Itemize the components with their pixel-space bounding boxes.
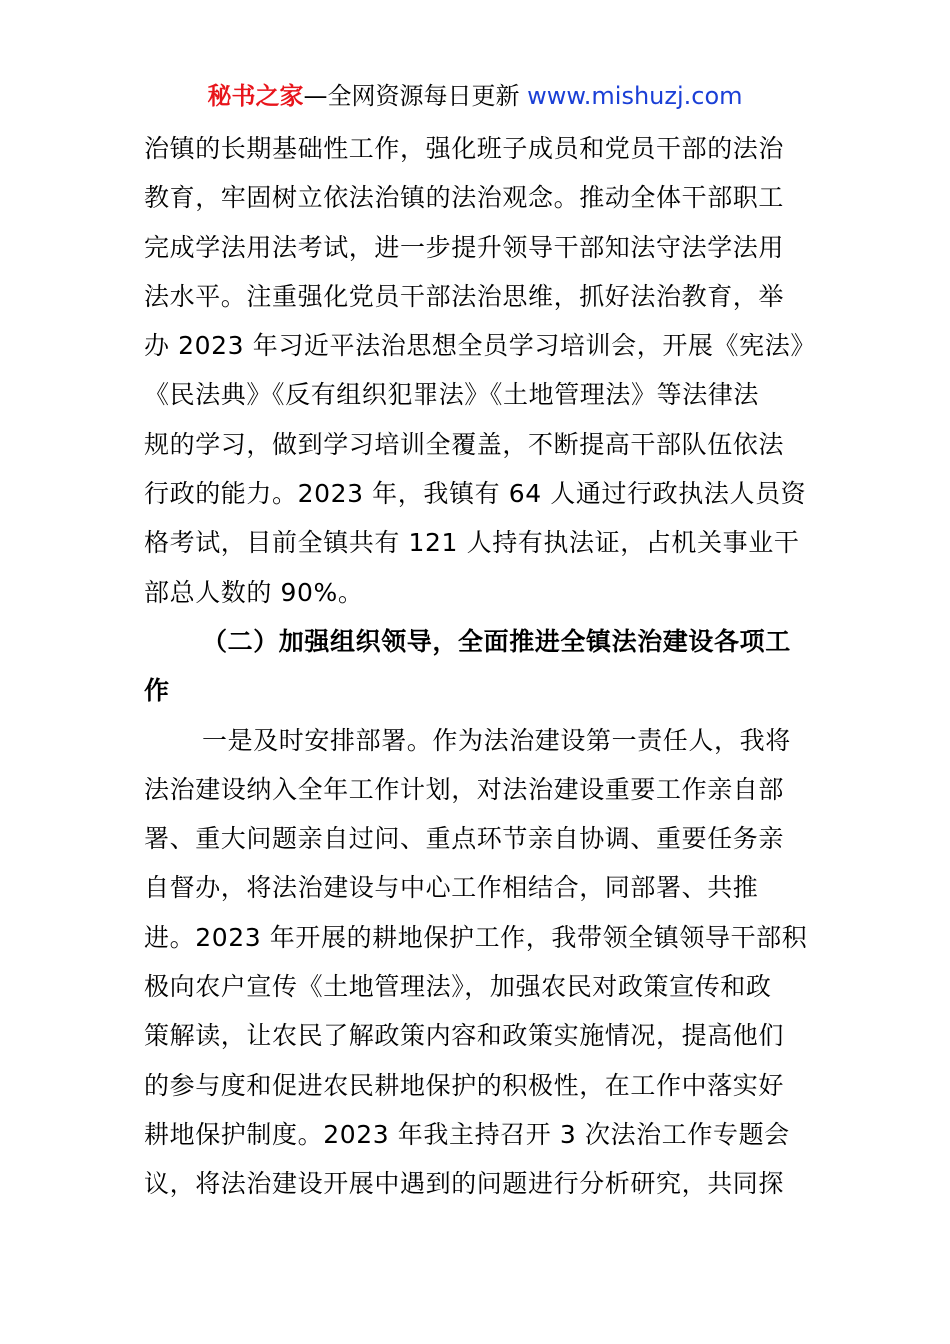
text-line: 规的学习，做到学习培训全覆盖，不断提高干部队伍依法: [144, 429, 785, 459]
site-brand: 秘书之家: [207, 82, 304, 110]
text-line: 治镇的长期基础性工作，强化班子成员和党员干部的法治: [144, 134, 785, 163]
text-line: 部总人数的 90%。: [144, 577, 364, 607]
site-watermark-header: [0, 80, 950, 112]
text-line: 策解读，让农民了解政策内容和政策实施情况，提高他们: [144, 1021, 785, 1051]
section-heading: （二）加强组织领导，全面推进全镇法治建设各项工: [202, 626, 791, 656]
text-line: 极向农户宣传《土地管理法》，加强农民对政策宣传和政: [144, 972, 772, 1002]
site-tagline: —全网资源每日更新: [303, 82, 528, 110]
text-line: 法治建设纳入全年工作计划，对法治建设重要工作亲自部: [144, 774, 785, 804]
text-line: 署、重大问题亲自过问、重点环节亲自协调、重要任务亲: [144, 824, 785, 854]
text-line: 法水平。注重强化党员干部法治思维，抓好法治教育，举: [144, 281, 785, 311]
text-line: 自督办，将法治建设与中心工作相结合，同部署、共推: [144, 873, 759, 903]
text-line: 进。2023 年开展的耕地保护工作，我带领全镇领导干部积: [144, 922, 808, 952]
text-line: 议，将法治建设开展中遇到的问题进行分析研究，共同探: [144, 1169, 785, 1199]
text-line: 行政的能力。2023 年，我镇有 64 人通过行政执法人员资: [144, 479, 807, 509]
paragraph-first-line: 一是及时安排部署。作为法治建设第一责任人，我将: [202, 725, 791, 755]
site-url[interactable]: www.mishuzj.com: [527, 82, 743, 110]
text-line: 的参与度和促进农民耕地保护的积极性，在工作中落实好: [144, 1070, 785, 1100]
text-line: 耕地保护制度。2023 年我主持召开 3 次法治工作专题会: [144, 1119, 790, 1149]
section-heading-continued: 作: [144, 676, 170, 706]
text-line: 格考试，目前全镇共有 121 人持有执法证，占机关事业干: [144, 528, 800, 558]
text-line: 办 2023 年习近平法治思想全员学习培训会，开展《宪法》: [144, 331, 816, 361]
text-line: 教育，牢固树立依法治镇的法治观念。推动全体干部职工: [144, 183, 785, 213]
text-line: 完成学法用法考试，进一步提升领导干部知法守法学法用: [144, 232, 785, 262]
document-body: [144, 124, 814, 1209]
text-line: 《民法典》《反有组织犯罪法》《土地管理法》等法律法: [144, 380, 760, 410]
